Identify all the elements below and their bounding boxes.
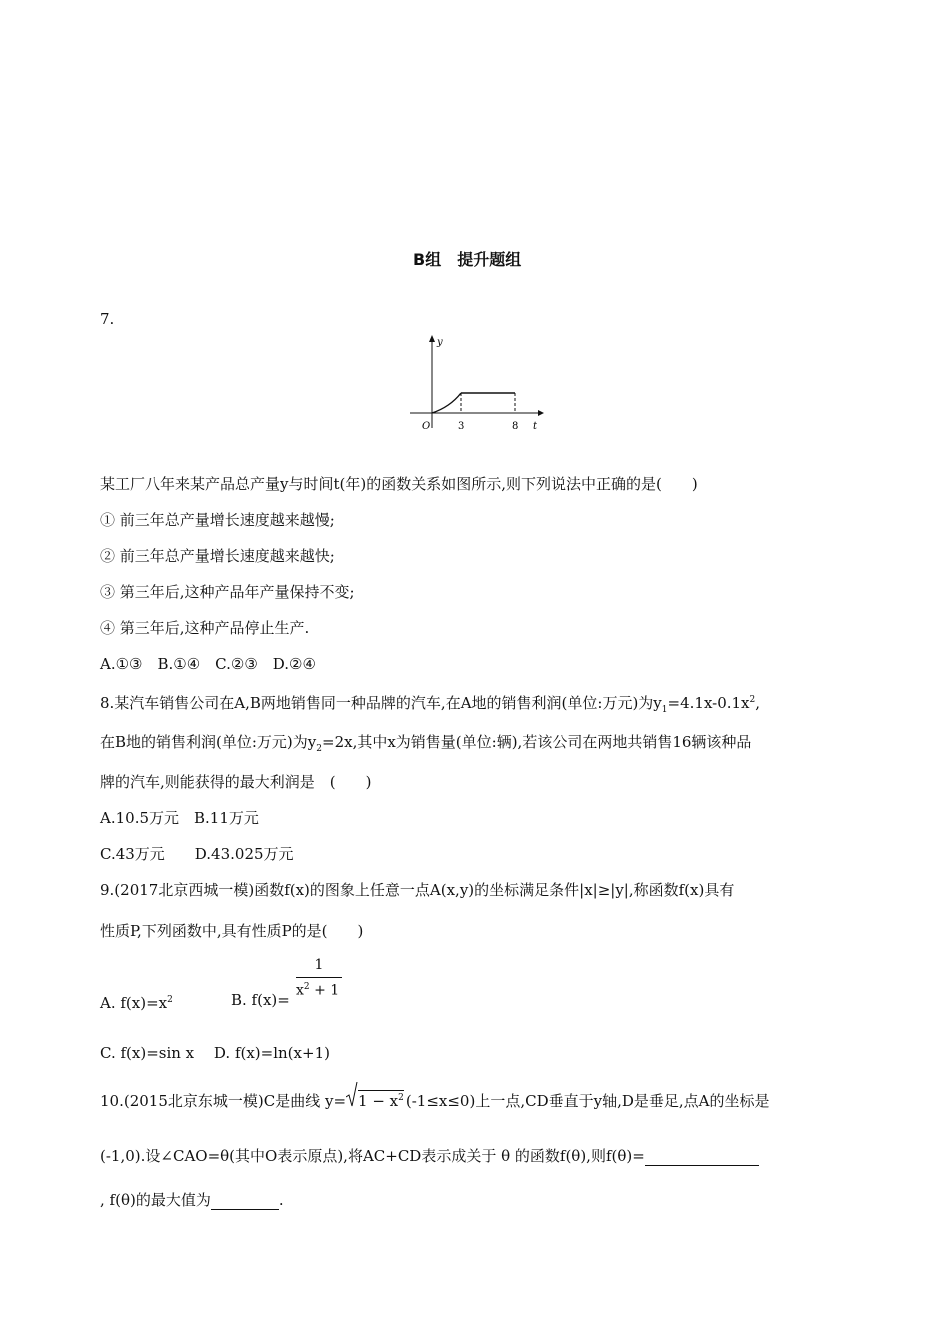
question-7-statement-2: ② 前三年总产量增长速度越来越快; [100, 547, 335, 565]
tick-label-3: 3 [458, 421, 465, 432]
question-9-line-2: 性质P,下列函数中,具有性质P的是( ) [100, 922, 364, 940]
sqrt-symbol [346, 1082, 358, 1108]
question-7-statement-4: ④ 第三年后,这种产品停止生产. [100, 619, 310, 637]
question-7-stem: 某工厂八年来某产品总产量y与时间t(年)的函数关系如图所示,则下列说法中正确的是( ) [100, 475, 698, 493]
question-8-options-cd: C.43万元 D.43.025万元 [100, 845, 294, 863]
question-8-line-2: 在B地的销售利润(单位:万元)为$y_2=2x$,其中x为销售量(单位:辆),若该公司在两地共销售16辆该种品 [100, 733, 752, 754]
growth-curve [432, 393, 461, 413]
y-axis-arrow [429, 335, 435, 342]
question-7-number: 7. [100, 310, 115, 328]
tick-label-8: 8 [512, 421, 519, 432]
section-title: B组 提升题组 [413, 250, 522, 269]
question-10-line-3: , f(θ)的最大值为 . [100, 1191, 284, 1209]
question-8-options-ab: A.10.5万元 B.11万元 [100, 809, 259, 827]
answer-blank-f-theta[interactable] [645, 1149, 759, 1166]
question-7-statement-3: ③ 第三年后,这种产品年产量保持不变; [100, 583, 355, 601]
question-7-options: A.①③ B.①④ C.②③ D.②④ [100, 655, 316, 673]
sqrt-expression: $1 - x^2$ [346, 1088, 404, 1111]
question-9-option-b-fraction [296, 956, 342, 1000]
x-axis-arrow [538, 410, 544, 416]
y-axis-label: y [437, 337, 443, 348]
x-axis-label: t [533, 421, 538, 432]
question-9-option-b: B. f(x)= [231, 991, 290, 1009]
question-10-line-1: 10.(2015北京东城一模)C是曲线 y= $1 - x^2$ (-1≤x≤0)上一点,CD垂直于y轴,D是垂足,点A的坐标是 [100, 1088, 769, 1111]
question-7-statement-1: ① 前三年总产量增长速度越来越慢; [100, 511, 335, 529]
question-9-option-a: A. $f(x)=x^2$ [100, 994, 173, 1012]
question-10-line-2: (-1,0).设∠CAO=θ(其中O表示原点),将AC+CD表示成关于 θ 的函数f(θ),则f(θ)= [100, 1146, 759, 1166]
question-8-line-3: 牌的汽车,则能获得的最大利润是 ( ) [100, 773, 372, 791]
origin-label: O [422, 421, 431, 432]
fraction-numerator: 1 [314, 957, 324, 973]
question-8-line-1: 8.某汽车销售公司在A,B两地销售同一种品牌的汽车,在A地的销售利润(单位:万元)为$y_1=4.1x-0.1x^2$, [100, 694, 761, 715]
fraction-denominator: $x^2 + 1$ [296, 982, 340, 999]
production-graph [405, 333, 545, 433]
question-9-line-1: 9.(2017北京西城一模)函数f(x)的图象上任意一点A(x,y)的坐标满足条件|x|≥|y|,称函数f(x)具有 [100, 881, 735, 899]
answer-blank-max-value[interactable] [211, 1193, 279, 1210]
question-9-options-cd: C. f(x)=sin x D. f(x)=ln(x+1) [100, 1044, 330, 1062]
